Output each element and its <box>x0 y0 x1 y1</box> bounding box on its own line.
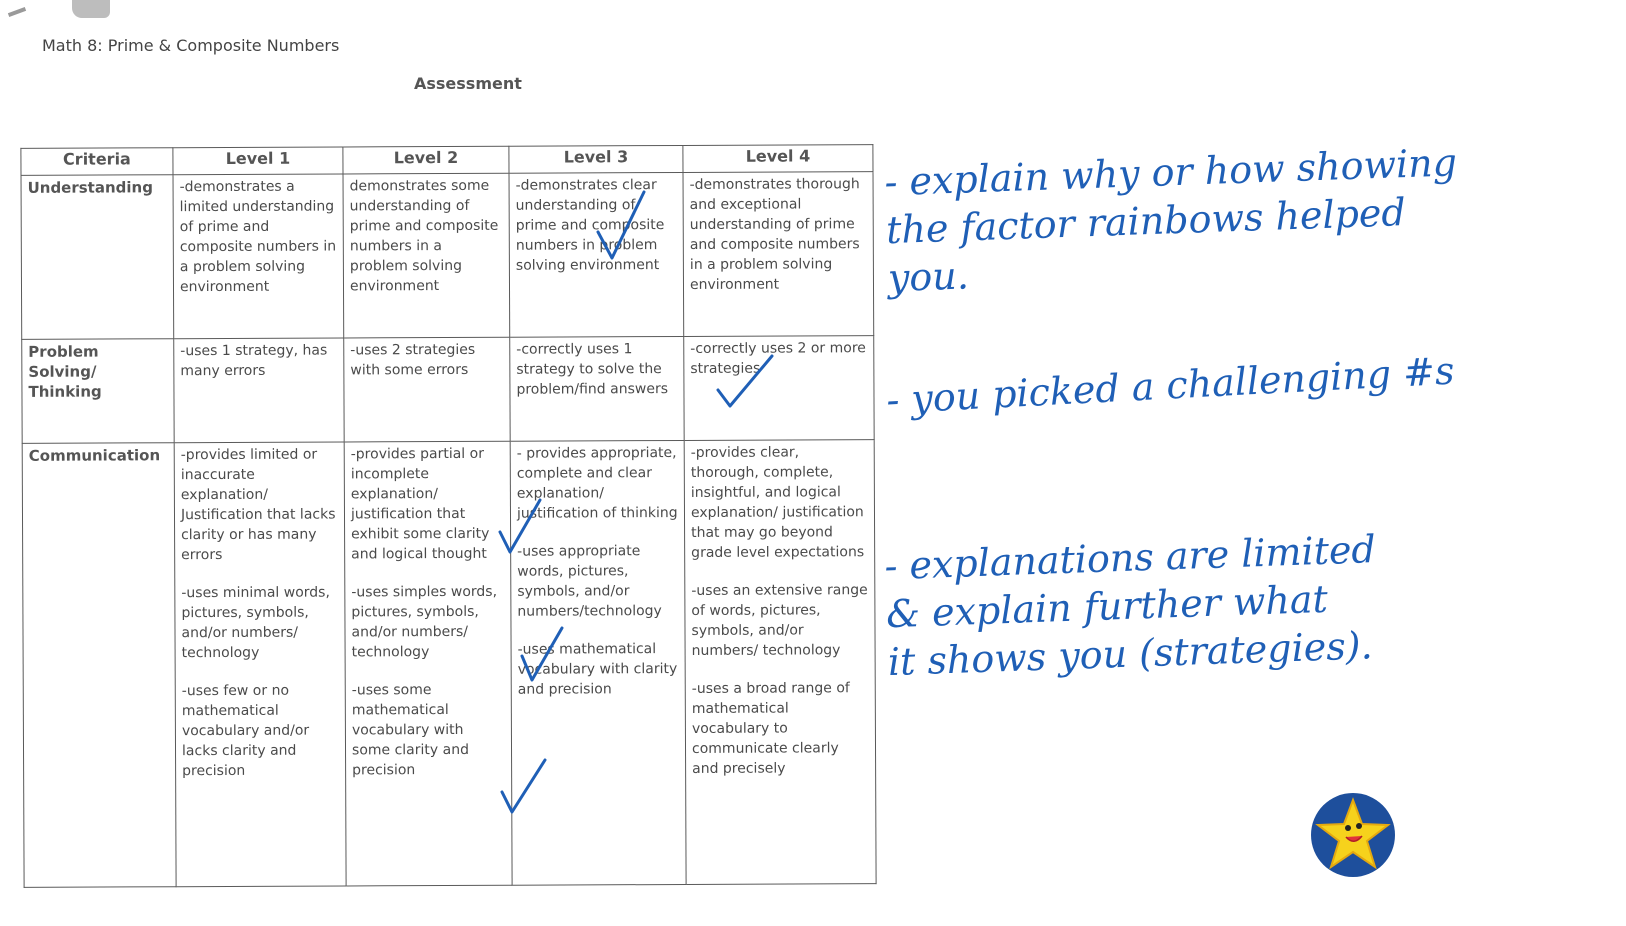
descriptor: -demonstrates clear understanding of prime and composite numbers in problem solving environment <box>515 177 665 274</box>
communication-level-4 <box>684 440 876 885</box>
rubric-header-row <box>21 145 873 176</box>
descriptor: -demonstrates a limited understanding of prime and composite numbers in a problem solving environment <box>179 178 337 296</box>
col-header-level-1: Level 1 <box>173 147 343 175</box>
assessment-heading: Assessment <box>414 74 522 93</box>
criteria-communication: Communication <box>22 443 176 888</box>
problem-solving-level-2 <box>344 337 510 442</box>
descriptor: -uses 1 strategy, has many errors <box>180 342 328 380</box>
col-header-level-3: Level 3 <box>509 145 683 173</box>
descriptor: -uses 2 strategies with some errors <box>350 341 476 379</box>
descriptor: -correctly uses 2 or more strategies <box>690 340 866 377</box>
descriptor: - provides appropriate, complete and clear explanation/ justification of thinking <box>516 445 678 522</box>
communication-level-1 <box>174 442 346 887</box>
problem-solving-level-4 <box>684 336 874 441</box>
row-understanding <box>21 172 874 340</box>
descriptor: -provides clear, thorough, complete, insightful, and logical explanation/ justification that may go beyond grade level expectations <box>690 444 865 561</box>
descriptor: -correctly uses 1 strategy to solve the problem/find answers <box>516 341 669 398</box>
understanding-level-4 <box>683 172 874 337</box>
problem-solving-level-3 <box>510 336 684 441</box>
col-header-criteria: Criteria <box>21 148 173 176</box>
understanding-level-1 <box>173 174 344 339</box>
descriptor: -provides limited or inaccurate explanation/ Justification that lacks clarity or has many errors <box>180 446 336 564</box>
descriptor: -uses an extensive range of words, pictures, symbols, and/or numbers/ technology <box>691 582 868 659</box>
row-problem-solving <box>22 336 874 444</box>
descriptor: -uses a broad range of mathematical vocabulary to communicate clearly and precisely <box>691 680 850 777</box>
criteria-problem-solving: Problem Solving/ Thinking <box>22 339 174 444</box>
course-title: Math 8: Prime & Composite Numbers <box>42 36 340 55</box>
problem-solving-level-1 <box>174 338 344 443</box>
descriptor: -provides partial or incomplete explanation/ justification that exhibit some clarity and logical thought <box>350 445 490 563</box>
descriptor: -uses appropriate words, pictures, symbols, and/or numbers/technology <box>517 543 662 620</box>
descriptor: -uses some mathematical vocabulary with some clarity and precision <box>351 682 469 779</box>
descriptor: -uses minimal words, pictures, symbols, and/or numbers/ technology <box>181 584 330 662</box>
descriptor: -uses mathematical vocabulary with clarity and precision <box>517 641 678 698</box>
teacher-comment: - you picked a challenging #s <box>885 348 1456 423</box>
scan-artifact <box>72 0 110 18</box>
descriptor: demonstrates some understanding of prime and composite numbers in a problem solving environment <box>349 177 499 295</box>
teacher-comment: - explanations are limited & explain further what it shows you (strategies). <box>883 527 1377 685</box>
descriptor: -demonstrates thorough and exceptional understanding of prime and composite numbers in a problem solving environment <box>689 176 860 293</box>
col-header-level-4: Level 4 <box>683 145 873 173</box>
teacher-comment: - explain why or how showing the factor rainbows helped you. <box>883 140 1458 301</box>
star-sticker-icon <box>1310 792 1396 878</box>
criteria-understanding: Understanding <box>21 175 174 340</box>
understanding-level-2 <box>343 173 510 338</box>
understanding-level-3 <box>509 172 684 337</box>
descriptor: -uses simples words, pictures, symbols, and/or numbers/ technology <box>351 583 498 661</box>
descriptor: -uses few or no mathematical vocabulary and/or lacks clarity and precision <box>181 682 310 780</box>
communication-level-3 <box>510 440 686 885</box>
rubric-table <box>20 144 876 888</box>
communication-level-2 <box>344 441 512 886</box>
col-header-level-2: Level 2 <box>343 146 509 174</box>
scan-artifact-mark <box>8 7 26 17</box>
row-communication <box>22 440 876 888</box>
